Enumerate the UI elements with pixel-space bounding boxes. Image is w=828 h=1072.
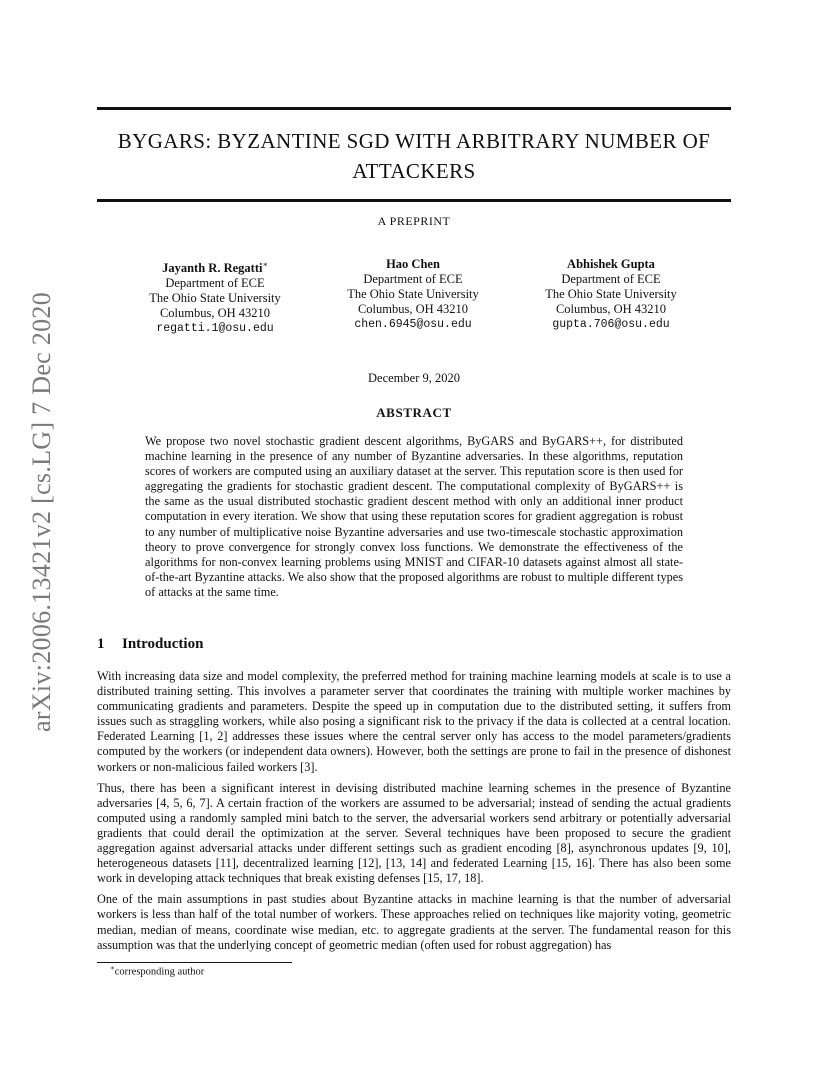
author-name: Jayanth R. Regatti (162, 261, 263, 276)
footnote-text: corresponding author (114, 966, 205, 978)
paragraph: Thus, there has been a significant interest in devising distributed machine learning schemes in the presence of Byzantine adversaries [4, 5, 6, 7]. A certain fraction of the workers are assumed to be adversarial; instead of sending the actual gradients computed using a randomly sampled mini batch to the server, the adversarial workers send arbitrary or potentially adversarial gradients that could derail the optimization at the server. Several techniques have been proposed to secure the gradient aggregation against adversarial attacks under different settings such as gradient encoding [8], asynchronous updates [9, 10], heterogeneous datasets [11], decentralized learning [12], [13, 14] and federated Learning [15, 16]. There has also been some work in developing attack techniques that break existing defenses [15, 17, 18]. (97, 780, 731, 886)
author-email[interactable]: gupta.706@osu.edu (552, 318, 670, 331)
author-dept: Department of ECE (165, 276, 265, 291)
author-name: Hao Chen (386, 257, 440, 271)
abstract-text: We propose two novel stochastic gradient descent algorithms, ByGARS and ByGARS++, for distributed machine learning in the presence of any number of Byzantine adversaries. In these algorithms, reputation scores of workers are computed using an auxiliary dataset at the server. This reputation score is then used for aggregating the gradients for stochastic gradient descent. The computational complexity of ByGARS++ is the same as the usual distributed stochastic gradient descent method with only an additional inner product computation in every iteration. We show that using these reputation scores for gradient aggregation is robust to any number of multiplicative noise Byzantine adversaries and use two-timescale stochastic approximation theory to prove convergence for strongly convex loss functions. We demonstrate the effectiveness of the algorithms for non-convex learning problems using MNIST and CIFAR-10 datasets against almost all state-of-the-art Byzantine attacks. We also show that the proposed algorithms are robust to multiple different types of attacks at the same time. (145, 434, 683, 599)
author-dept: Department of ECE (363, 272, 463, 286)
author-city: Columbus, OH 43210 (159, 306, 271, 321)
title-rule-bottom (97, 199, 731, 202)
author-univ: The Ohio State University (545, 287, 677, 301)
author-name: Abhishek Gupta (567, 257, 655, 271)
arxiv-watermark (22, 292, 62, 732)
author-email[interactable]: chen.6945@osu.edu (354, 318, 472, 331)
paragraph: One of the main assumptions in past studies about Byzantine attacks in machine learning is that the number of adversarial workers is less than half of the total number of workers. These approaches relied on techniques like majority voting, geometric median, median of means, coordinate wise median, etc. to aggregate gradients at the server. The fundamental reason for this assumption was that the underlying concept of geometric median (often used for robust aggregation) has (97, 892, 731, 952)
body-text (97, 669, 731, 959)
author-univ: The Ohio State University (347, 287, 479, 301)
arxiv-id: arXiv:2006.13421v2 [cs.LG] 7 Dec 2020 (27, 291, 57, 733)
section-number: 1 (97, 636, 105, 652)
title-rule-top (97, 107, 731, 110)
title-line-2: ATTACKERS (352, 159, 476, 183)
author-dept: Department of ECE (561, 272, 661, 286)
author-mark: ∗ (262, 260, 268, 269)
author-univ: The Ohio State University (149, 291, 281, 306)
author-3 (516, 257, 706, 332)
footnote (110, 964, 204, 978)
author-city: Columbus, OH 43210 (555, 302, 667, 316)
author-city: Columbus, OH 43210 (357, 302, 469, 316)
paper-title (97, 126, 731, 186)
section-title: Introduction (122, 636, 204, 652)
abstract-heading: ABSTRACT (376, 405, 452, 420)
paper-date: December 9, 2020 (368, 371, 460, 385)
preprint-label: A PREPRINT (377, 214, 451, 228)
footnote-rule (97, 962, 292, 963)
author-email[interactable]: regatti.1@osu.edu (156, 322, 274, 336)
paragraph: With increasing data size and model complexity, the preferred method for training machine learning models at scale is to use a distributed training setting. This involves a parameter server that coordinates the training with multiple worker machines by communicating gradients and parameters. Despite the speed up in computation due to the distributed setting, it suffers from issues such as straggling workers, while also posing a significant risk to the privacy if the data is collected at a central location. Federated Learning [1, 2] addresses these issues where the central server only has access to the model parameters/gradients computed by the workers (or independent data owners). However, both the settings are prone to fail in the presence of dishonest workers or non-malicious failed workers [3]. (97, 669, 731, 774)
section-heading (97, 636, 203, 653)
title-line-1: BYGARS: BYZANTINE SGD WITH ARBITRARY NUMBER OF (117, 129, 711, 153)
author-1 (120, 257, 310, 336)
author-2 (318, 257, 508, 332)
footnote-mark: ∗ (110, 964, 115, 972)
